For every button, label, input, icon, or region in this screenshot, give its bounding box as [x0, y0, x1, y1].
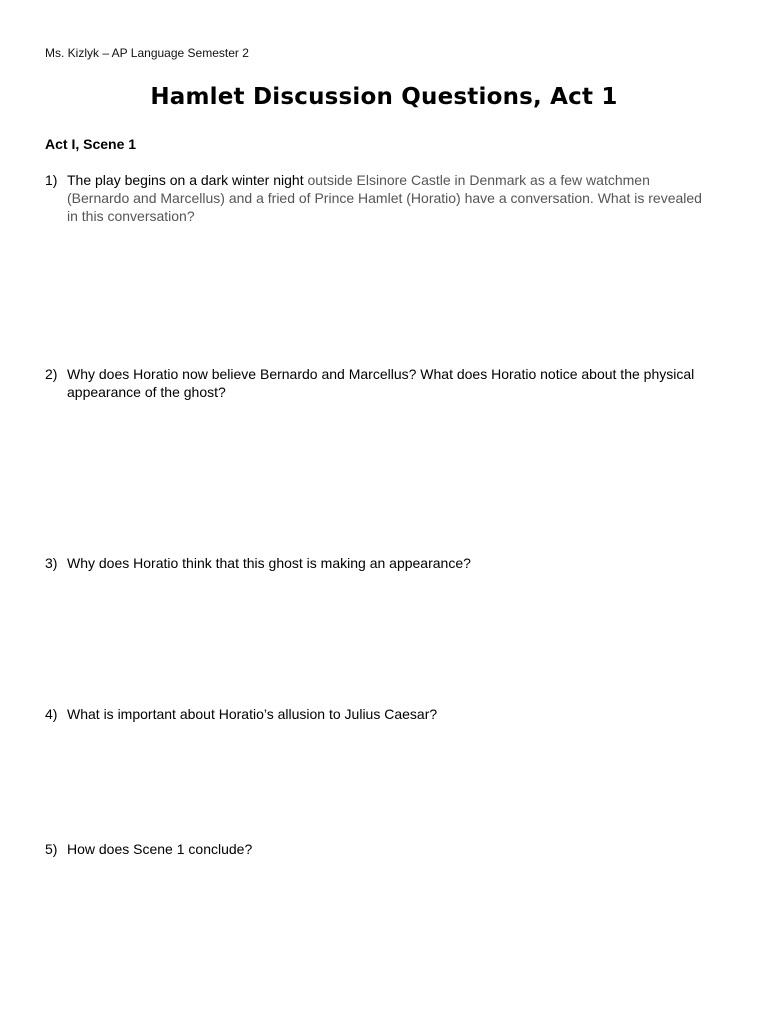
document-title: Hamlet Discussion Questions, Act 1 [150, 84, 618, 110]
question-2 [45, 365, 705, 401]
question-text: What is important about Horatio’s allusion to Julius Caesar? [67, 706, 438, 722]
question-text-dark: The play begins on a dark winter night [67, 172, 304, 188]
course-header: Ms. Kizlyk – AP Language Semester 2 [45, 46, 249, 60]
question-text [67, 171, 705, 225]
question-number: 2) [45, 366, 58, 382]
question-3 [45, 554, 705, 572]
question-4 [45, 705, 705, 723]
question-number: 4) [45, 706, 58, 722]
question-text-gray: outside Elsinore Castle in Denmark as a few watchmen (Bernardo and Marcellus) and a fried of Prince Hamlet (Horatio) have a conversation. What is revealed in this conversation? [67, 172, 702, 224]
question-text: Why does Horatio now believe Bernardo and Marcellus? What does Horatio notice about the physical appearance of the ghost? [67, 366, 695, 400]
question-number: 5) [45, 841, 58, 857]
question-number: 3) [45, 555, 58, 571]
question-text: Why does Horatio think that this ghost is making an appearance? [67, 555, 471, 571]
question-text: How does Scene 1 conclude? [67, 841, 253, 857]
question-1 [45, 171, 705, 225]
section-heading: Act I, Scene 1 [45, 136, 137, 152]
question-5 [45, 840, 705, 858]
question-number: 1) [45, 172, 58, 188]
